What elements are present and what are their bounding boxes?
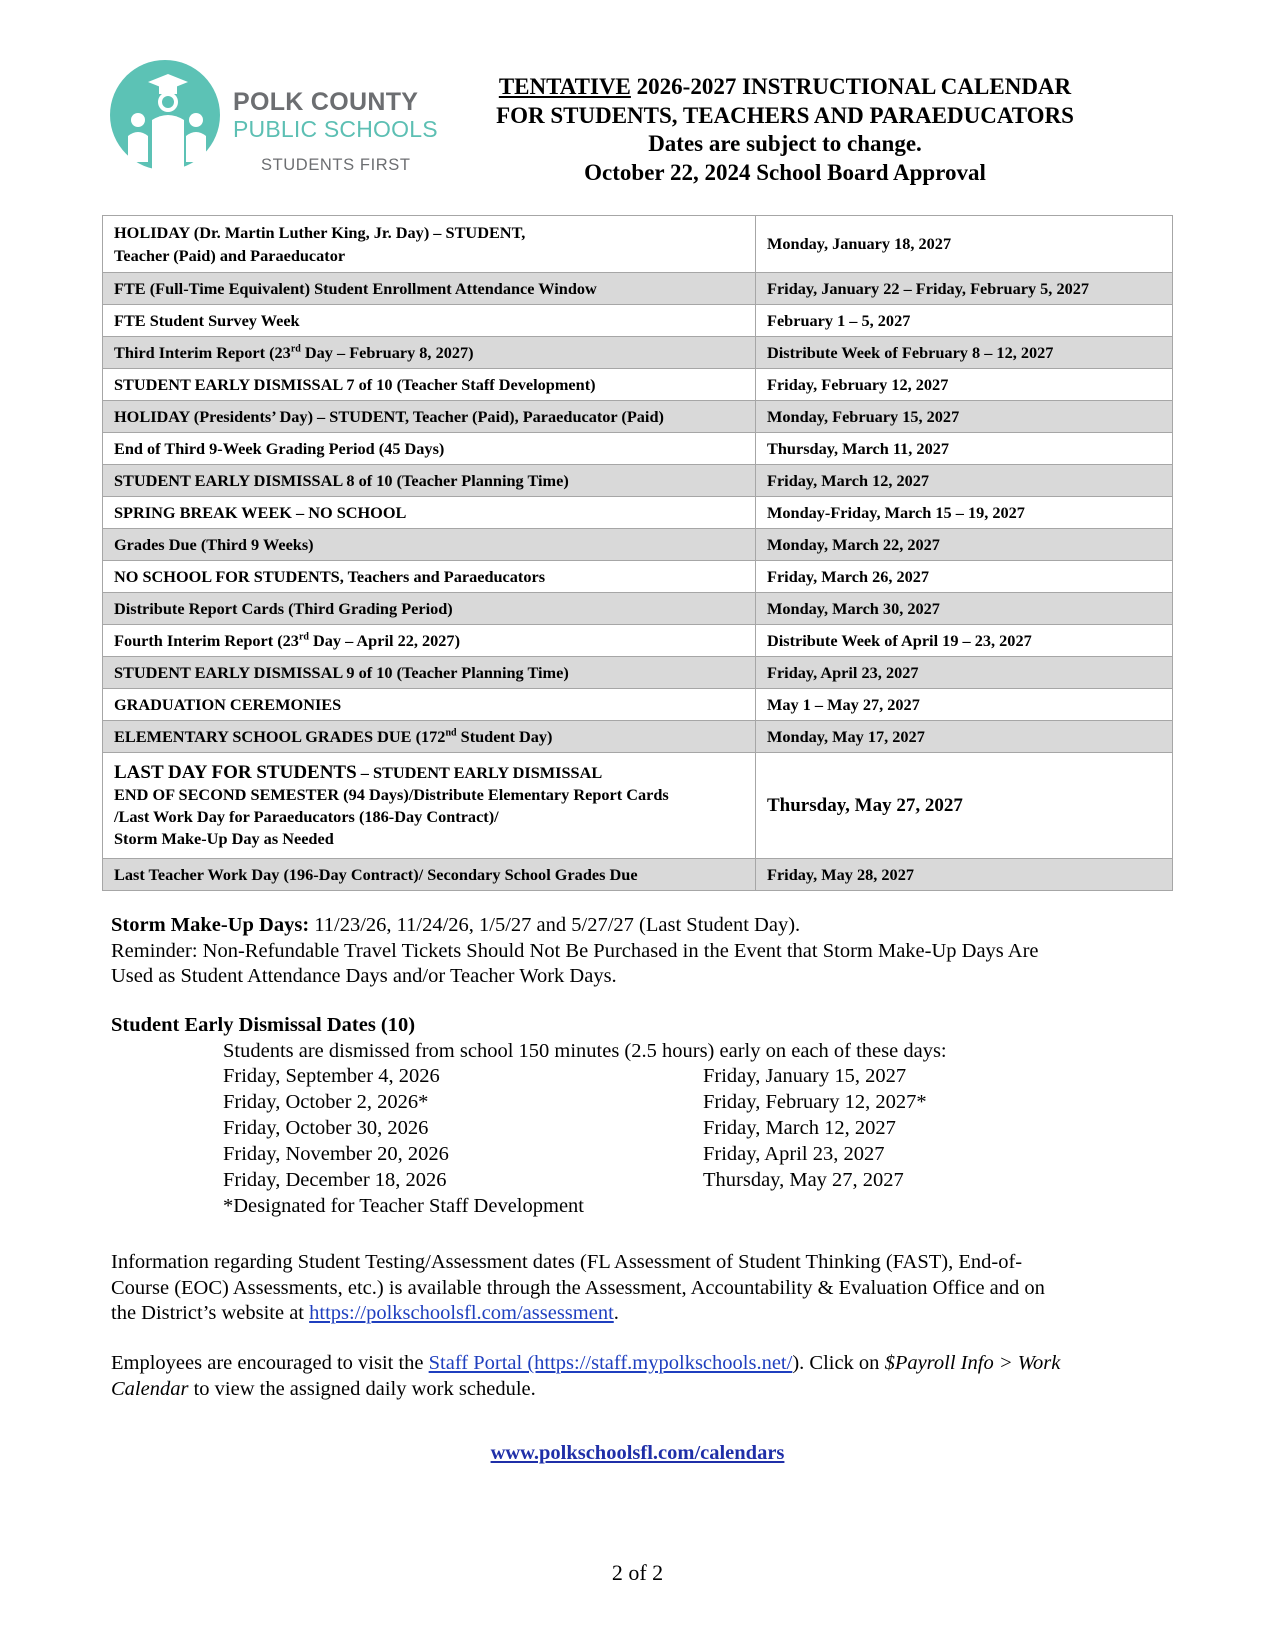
employee-info-text: to view the assigned daily work schedule. [188, 1377, 536, 1400]
list-item: Friday, January 15, 2027 [703, 1065, 907, 1087]
calendars-link[interactable]: www.polkschoolsfl.com/calendars [490, 1442, 785, 1464]
assessment-info-text: . [613, 1302, 619, 1324]
event-text: – STUDENT EARLY DISMISSAL [356, 762, 603, 782]
event-cell: Distribute Report Cards (Third Grading Period) [103, 593, 756, 625]
employee-info [111, 1351, 1171, 1402]
storm-reminder-line: Used as Student Attendance Days and/or Teacher Work Days. [111, 965, 617, 987]
assessment-info-line: Information regarding Student Testing/Assessment dates (FL Assessment of Student Thinking (FAST), End-of- [111, 1251, 1023, 1273]
assessment-info-line: Course (EOC) Assessments, etc.) is available through the Assessment, Accountability & Evaluation Office and on [111, 1276, 1045, 1299]
assessment-link[interactable]: https://polkschoolsfl.com/assessment [309, 1302, 614, 1324]
event-cell: Last Teacher Work Day (196-Day Contract)/ Secondary School Grades Due [103, 859, 756, 891]
event-cell: Grades Due (Third 9 Weeks) [103, 529, 756, 561]
event-text: END OF SECOND SEMESTER (94 Days)/Distribute Elementary Report Cards [114, 784, 669, 804]
event-text: Third Interim Report (23 [114, 342, 291, 362]
date-cell: Monday, March 30, 2027 [756, 593, 1173, 625]
list-item: Friday, October 30, 2026 [223, 1117, 429, 1139]
date-cell: Friday, January 22 – Friday, February 5, 2027 [756, 273, 1173, 305]
document-title [470, 73, 1100, 187]
event-text [114, 762, 744, 784]
date-cell: Monday, May 17, 2027 [756, 721, 1173, 753]
employee-info-line [111, 1351, 1171, 1377]
date-cell: Friday, March 12, 2027 [756, 465, 1173, 497]
table-row [103, 561, 1173, 593]
school-logo-icon [108, 58, 226, 176]
event-cell [103, 337, 756, 369]
table-row [103, 529, 1173, 561]
list-item: Friday, September 4, 2026 [223, 1065, 440, 1087]
table-row [103, 753, 1173, 859]
payroll-path-text: Calendar [111, 1377, 189, 1400]
title-line-1-rest: 2026-2027 INSTRUCTIONAL CALENDAR [630, 74, 1072, 99]
logo-text-students-first: STUDENTS FIRST [261, 156, 411, 174]
early-dismissal-intro: Students are dismissed from school 150 minutes (2.5 hours) early on each of these days: [223, 1040, 947, 1062]
logo-text-polk-county: POLK COUNTY [233, 88, 419, 116]
event-cell: STUDENT EARLY DISMISSAL 8 of 10 (Teacher Planning Time) [103, 465, 756, 497]
event-text: Fourth Interim Report (23 [114, 630, 299, 650]
district-logo [108, 58, 438, 178]
assessment-info-text: the District’s website at [111, 1302, 310, 1324]
assessment-info [111, 1250, 1171, 1327]
list-item: Friday, March 12, 2027 [703, 1117, 896, 1139]
event-text: ELEMENTARY SCHOOL GRADES DUE (172 [114, 726, 446, 746]
event-cell: FTE Student Survey Week [103, 305, 756, 337]
date-cell: Distribute Week of April 19 – 23, 2027 [756, 625, 1173, 657]
title-line-1 [470, 73, 1100, 102]
table-row [103, 465, 1173, 497]
page-number: 2 of 2 [611, 1560, 664, 1585]
date-cell: Friday, May 28, 2027 [756, 859, 1173, 891]
logo-text-public-schools: PUBLIC SCHOOLS [233, 116, 438, 142]
early-dismissal-left-list [223, 1063, 584, 1219]
title-line-4: October 22, 2024 School Board Approval [584, 159, 986, 185]
calendars-link-wrap [0, 1442, 1275, 1465]
date-cell: Friday, March 26, 2027 [756, 561, 1173, 593]
event-cell: HOLIDAY (Presidents’ Day) – STUDENT, Teacher (Paid), Paraeducator (Paid) [103, 401, 756, 433]
superscript: nd [445, 727, 457, 739]
list-item: Friday, October 2, 2026* [223, 1091, 429, 1113]
table-row [103, 305, 1173, 337]
event-text: Storm Make-Up Day as Needed [114, 828, 334, 848]
event-cell [103, 625, 756, 657]
title-tentative: TENTATIVE [498, 74, 631, 99]
table-row [103, 593, 1173, 625]
early-dismissal-heading: Student Early Dismissal Dates (10) [111, 1014, 416, 1036]
event-cell: End of Third 9-Week Grading Period (45 Days) [103, 433, 756, 465]
date-cell: Monday, January 18, 2027 [756, 216, 1173, 273]
event-text: Day – April 22, 2027) [308, 630, 460, 650]
storm-makeup-line [111, 913, 1171, 939]
event-cell [103, 721, 756, 753]
table-row [103, 497, 1173, 529]
date-cell: Distribute Week of February 8 – 12, 2027 [756, 337, 1173, 369]
event-text: Teacher (Paid) and Paraeducator [114, 246, 346, 265]
table-row [103, 689, 1173, 721]
date-cell: Friday, April 23, 2027 [756, 657, 1173, 689]
event-text: Student Day) [456, 726, 553, 746]
list-item: Thursday, May 27, 2027 [703, 1169, 904, 1191]
date-cell: Monday, March 22, 2027 [756, 529, 1173, 561]
date-cell: Thursday, March 11, 2027 [756, 433, 1173, 465]
event-cell: FTE (Full-Time Equivalent) Student Enrollment Attendance Window [103, 273, 756, 305]
date-cell: Monday-Friday, March 15 – 19, 2027 [756, 497, 1173, 529]
storm-reminder-line: Reminder: Non-Refundable Travel Tickets Should Not Be Purchased in the Event that Storm Make-Up Days Are [111, 939, 1039, 962]
event-cell [103, 753, 756, 859]
list-item: Friday, November 20, 2026 [223, 1143, 449, 1165]
payroll-path-text: $Payroll Info > Work [884, 1352, 1061, 1374]
table-row [103, 401, 1173, 433]
assessment-info-line [111, 1301, 1171, 1327]
event-text: Day – February 8, 2027) [300, 342, 474, 362]
event-cell: GRADUATION CEREMONIES [103, 689, 756, 721]
event-cell: STUDENT EARLY DISMISSAL 7 of 10 (Teacher Staff Development) [103, 369, 756, 401]
date-cell: Thursday, May 27, 2027 [756, 753, 1173, 859]
table-row [103, 369, 1173, 401]
event-cell [103, 216, 756, 273]
employee-info-text: Employees are encouraged to visit the [111, 1352, 429, 1374]
table-row [103, 721, 1173, 753]
staff-portal-link[interactable]: Staff Portal (https://staff.mypolkschools.net/ [428, 1352, 793, 1374]
table-row [103, 657, 1173, 689]
list-item: Friday, December 18, 2026 [223, 1169, 447, 1191]
early-dismissal-right-list [703, 1063, 927, 1193]
event-text: HOLIDAY (Dr. Martin Luther King, Jr. Day) – STUDENT, [114, 223, 526, 242]
calendar-table [102, 215, 1173, 891]
list-item: Friday, February 12, 2027* [703, 1091, 927, 1113]
date-cell: May 1 – May 27, 2027 [756, 689, 1173, 721]
date-cell: Friday, February 12, 2027 [756, 369, 1173, 401]
table-row [103, 273, 1173, 305]
list-item: Friday, April 23, 2027 [703, 1143, 885, 1165]
event-text: /Last Work Day for Paraeducators (186-Day Contract)/ [114, 806, 499, 826]
table-row [103, 337, 1173, 369]
early-dismissal-note: *Designated for Teacher Staff Development [223, 1195, 584, 1217]
employee-info-line [111, 1377, 1171, 1403]
last-day-heading: LAST DAY FOR STUDENTS [114, 761, 357, 783]
storm-makeup-label: Storm Make-Up Days: [111, 914, 310, 936]
table-row [103, 859, 1173, 891]
date-cell: Monday, February 15, 2027 [756, 401, 1173, 433]
table-row [103, 625, 1173, 657]
storm-makeup-dates: 11/23/26, 11/24/26, 1/5/27 and 5/27/27 (Last Student Day). [309, 914, 801, 936]
table-row [103, 216, 1173, 273]
event-cell: SPRING BREAK WEEK – NO SCHOOL [103, 497, 756, 529]
employee-info-text: ). Click on [792, 1352, 885, 1374]
event-cell: NO SCHOOL FOR STUDENTS, Teachers and Paraeducators [103, 561, 756, 593]
date-cell: February 1 – 5, 2027 [756, 305, 1173, 337]
storm-makeup-section [111, 913, 1171, 990]
superscript: rd [298, 631, 309, 643]
superscript: rd [290, 343, 301, 355]
title-line-2: FOR STUDENTS, TEACHERS AND PARAEDUCATORS [496, 102, 1074, 128]
title-line-3: Dates are subject to change. [648, 131, 922, 156]
event-cell: STUDENT EARLY DISMISSAL 9 of 10 (Teacher Planning Time) [103, 657, 756, 689]
table-row [103, 433, 1173, 465]
